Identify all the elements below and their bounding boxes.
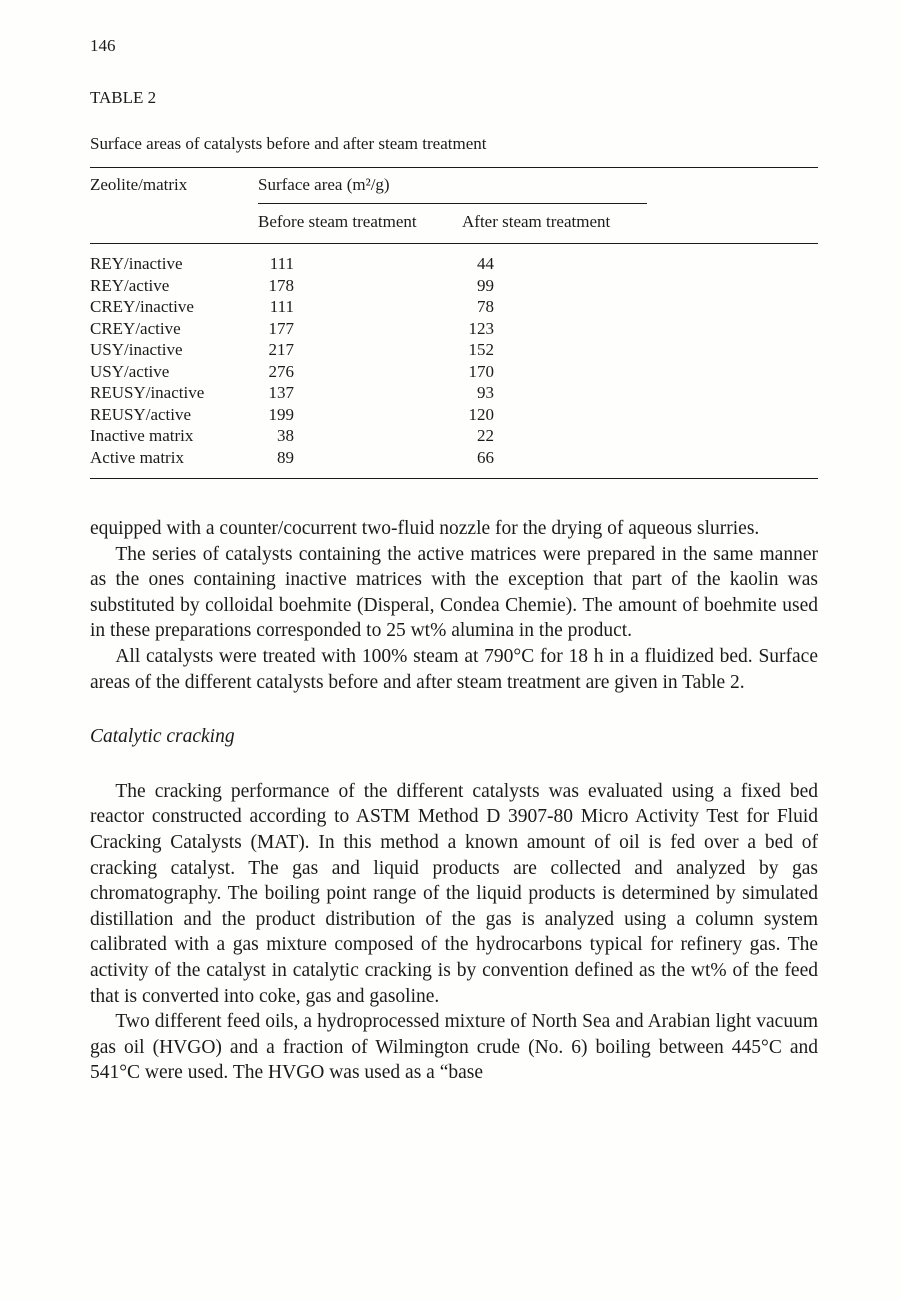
before-steam-cell: [258, 382, 462, 404]
after-steam-value: 93: [477, 383, 494, 402]
table-row: [90, 404, 818, 426]
before-steam-value: 137: [268, 383, 294, 402]
table-row: [90, 361, 818, 383]
table-row: [90, 382, 818, 404]
header-surface-area-group: Surface area (m²/g): [258, 168, 647, 204]
after-steam-cell: [462, 244, 647, 275]
zeolite-matrix-cell: REUSY/inactive: [90, 383, 205, 402]
zeolite-matrix-cell: CREY/active: [90, 318, 181, 338]
before-steam-cell: [258, 361, 462, 383]
before-steam-value: 177: [268, 318, 294, 338]
before-steam-value: 199: [268, 404, 294, 424]
before-steam-value: 111: [269, 254, 294, 273]
spacer-cell: [647, 318, 818, 340]
spacer-cell: [647, 244, 818, 275]
spacer-cell: [647, 339, 818, 361]
before-steam-cell: [258, 318, 462, 340]
spacer-cell: [647, 447, 818, 479]
after-steam-cell: [462, 296, 647, 318]
paragraph-3: All catalysts were treated with 100% steam at 790°C for 18 h in a fluidized bed. Surface areas of the different catalysts before and after steam treatment are given in Table 2.: [90, 645, 818, 693]
table-row: [90, 425, 818, 447]
before-steam-cell: [258, 244, 462, 275]
after-steam-value: 170: [468, 361, 494, 381]
page-number: 146: [90, 36, 116, 55]
header-after-steam: After steam treatment: [462, 204, 647, 244]
zeolite-matrix-cell: CREY/inactive: [90, 297, 194, 316]
header-spacer: [647, 204, 818, 244]
after-steam-value: 152: [468, 340, 494, 359]
after-steam-cell: [462, 275, 647, 297]
before-steam-value: 217: [268, 340, 294, 359]
paragraph-2: The series of catalysts containing the active matrices were prepared in the same manner as the ones containing inactive matrices with the exception that part of the kaolin was substituted by colloidal boehmite (Disperal, Condea Chemie). The amount of boehmite used in these preparations corresponded to 25 wt% alumina in the product.: [90, 543, 818, 642]
after-steam-value: 99: [477, 275, 494, 295]
zeolite-matrix-cell: USY/inactive: [90, 340, 183, 359]
after-steam-cell: [462, 361, 647, 383]
table-header-row-1: [90, 168, 818, 204]
after-steam-value: 120: [468, 404, 494, 424]
before-steam-cell: [258, 447, 462, 479]
spacer-cell: [647, 404, 818, 426]
after-steam-cell: [462, 425, 647, 447]
after-steam-value: 66: [477, 447, 494, 467]
surface-area-table: [90, 167, 818, 479]
before-steam-value: 178: [268, 275, 294, 295]
zeolite-matrix-cell: REY/active: [90, 275, 170, 295]
before-steam-cell: [258, 296, 462, 318]
after-steam-value: 44: [477, 254, 494, 273]
table-head: [90, 168, 818, 244]
zeolite-matrix-cell: REY/inactive: [90, 254, 183, 273]
spacer-cell: [647, 296, 818, 318]
paragraph-1: equipped with a counter/cocurrent two-fluid nozzle for the drying of aqueous slurries.: [90, 518, 760, 539]
after-steam-value: 123: [468, 318, 494, 338]
header-before-steam: Before steam treatment: [258, 204, 462, 244]
table-header-row-2: [90, 204, 818, 244]
header-empty: [90, 204, 258, 244]
table-label: TABLE 2: [90, 88, 157, 107]
table-row: [90, 244, 818, 275]
section-heading-catalytic-cracking: Catalytic cracking: [90, 726, 235, 748]
before-steam-value: 89: [277, 447, 294, 467]
after-steam-cell: [462, 447, 647, 479]
header-zeolite-matrix: Zeolite/matrix: [90, 175, 188, 194]
table-row: [90, 296, 818, 318]
before-steam-value: 38: [277, 426, 294, 445]
table-row: [90, 447, 818, 479]
before-steam-cell: [258, 339, 462, 361]
before-steam-cell: [258, 275, 462, 297]
after-steam-cell: [462, 339, 647, 361]
body-text: [90, 516, 818, 1086]
before-steam-value: 111: [269, 297, 294, 316]
zeolite-matrix-cell: USY/active: [90, 361, 170, 381]
before-steam-cell: [258, 404, 462, 426]
before-steam-cell: [258, 425, 462, 447]
after-steam-cell: [462, 404, 647, 426]
table-body: [90, 244, 818, 479]
zeolite-matrix-cell: Active matrix: [90, 447, 184, 467]
spacer-cell: [647, 361, 818, 383]
after-steam-value: 78: [477, 297, 494, 316]
zeolite-matrix-cell: Inactive matrix: [90, 426, 194, 445]
after-steam-cell: [462, 382, 647, 404]
table-row: [90, 339, 818, 361]
after-steam-cell: [462, 318, 647, 340]
after-steam-value: 22: [477, 426, 494, 445]
table-row: [90, 318, 818, 340]
zeolite-matrix-cell: REUSY/active: [90, 404, 192, 424]
spacer-cell: [647, 275, 818, 297]
table-caption: Surface areas of catalysts before and after steam treatment: [90, 134, 487, 153]
spacer-cell: [647, 425, 818, 447]
paragraph-4: The cracking performance of the different catalysts was evaluated using a fixed bed reactor constructed according to ASTM Method D 3907-80 Micro Activity Test for Fluid Cracking Catalysts (MAT). In this method a known amount of oil is fed over a bed of cracking catalyst. The gas and liquid products are collected and analyzed by gas chromatography. The boiling point range of the liquid products is determined by simulated distillation and the product distribution of the gas is analyzed using a column system calibrated with a gas mixture composed of the hydrocarbons typical for refinery gas. The activity of the catalyst in catalytic cracking is by convention defined as the wt% of the feed that is converted into coke, gas and gasoline.: [90, 780, 818, 1007]
header-spacer: [647, 168, 818, 204]
paragraph-5: Two different feed oils, a hydroprocessed mixture of North Sea and Arabian light vacuum gas oil (HVGO) and a fraction of Wilmington crude (No. 6) boiling between 445°C and 541°C were used. The HVGO was used as a “base: [90, 1011, 818, 1084]
table-row: [90, 275, 818, 297]
spacer-cell: [647, 382, 818, 404]
before-steam-value: 276: [268, 361, 294, 381]
